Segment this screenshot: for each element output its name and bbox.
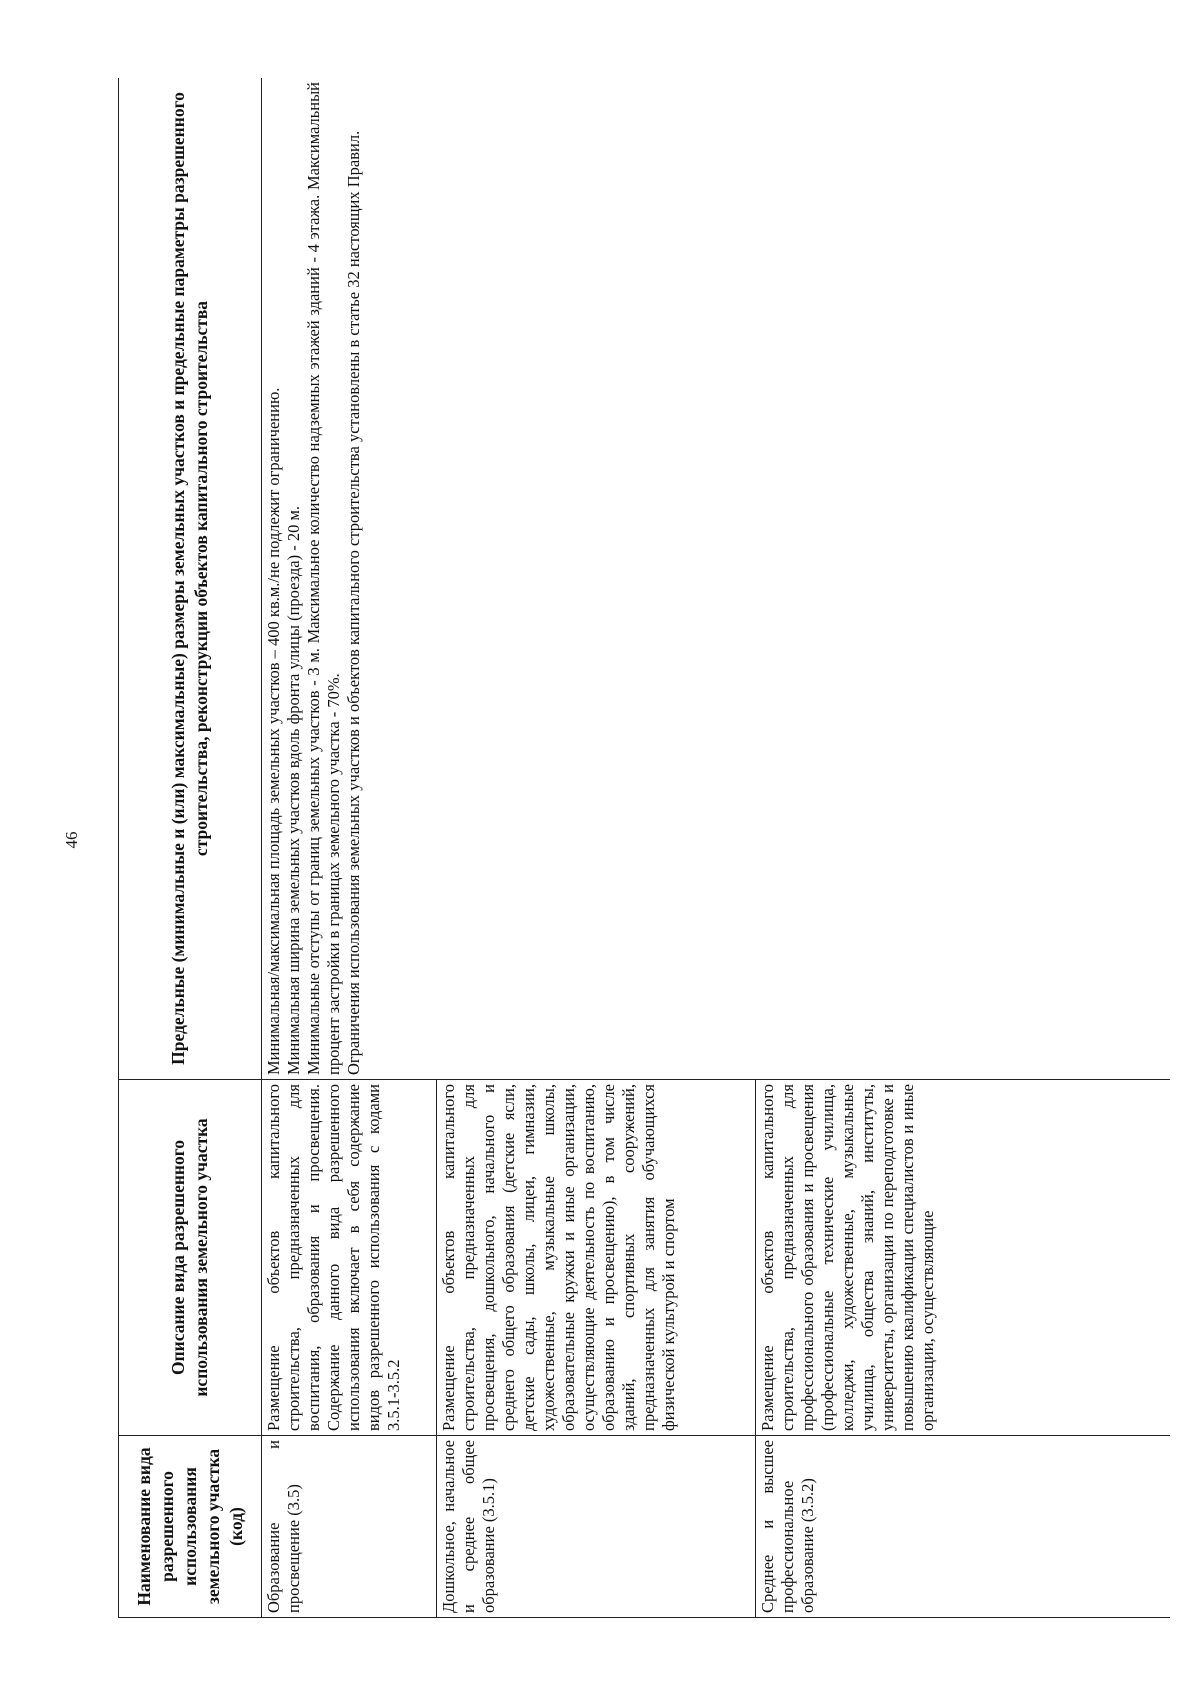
param-line: Минимальная/максимальная площадь земельных участков – 400 кв.м./не подлежит ограничению. (264, 387, 283, 1075)
row-name: Образование и просвещение (3.5) (262, 1436, 437, 1618)
row-description: Размещение объектов капитального строительства, предназначенных для воспитания, образования и просвещения. Содержание данного вида разрешенного использования включает в себя содержание видов разрешенного использования с кодами 3.5.1-3.5.2 (262, 1080, 437, 1436)
row-description: Размещение объектов капитального строительства, предназначенных для просвещения, дошкольного, начального и среднего общего образования (детские ясли, детские сады, школы, лицеи, гимназии, художественные, музыкальные школы, образовательные кружки и иные организации, осуществляющие деятельность по воспитанию, образованию и просвещению), в том числе зданий, спортивных сооружений, предназначенных для занятия обучающихся физической культурой и спортом (437, 1080, 756, 1436)
header-description: Описание вида разрешенного использования земельного участка (119, 1080, 262, 1436)
param-line: Минимальная ширина земельных участков вдоль фронта улицы (проезда) - 20 м. (284, 505, 303, 1075)
row-name: Среднее и высшее профессиональное образование (3.5.2) (756, 1436, 1171, 1618)
header-params: Предельные (минимальные и (или) максимальные) размеры земельных участков и предельные параметры разрешенного строительства, реконструкции объектов капитального строительства (119, 78, 262, 1080)
rotated-table-container (118, 78, 1170, 1618)
param-line: Ограничения использования земельных участков и объектов капитального строительства установлены в статье 32 настоящих Правил. (344, 130, 363, 1075)
header-name: Наименование вида разрешенного использования земельного участка (код) (119, 1436, 262, 1618)
param-line: Минимальные отступы от границ земельных участков - 3 м. Максимальное количество надземных этажей зданий - 4 этажа. Максимальный процент застройки в границах земельного участка - 70%. (304, 82, 343, 1075)
row-description: Размещение объектов капитального строительства, предназначенных для профессионального образования и просвещения (профессиональные технические училища, колледжи, художественные, музыкальные училища, общества знаний, институты, университеты, организации по переподготовке и повышению квалификации специалистов и иные организации, осуществляющие (756, 1080, 1171, 1436)
row-params (262, 78, 1171, 1080)
rotated-table-frame (118, 78, 1170, 1618)
row-name: Дошкольное, начальное и среднее общее образование (3.5.1) (437, 1436, 756, 1618)
page-number: 46 (62, 831, 81, 849)
table-row (262, 78, 437, 1618)
land-use-table (118, 78, 1170, 1618)
table-header-row (119, 78, 262, 1618)
